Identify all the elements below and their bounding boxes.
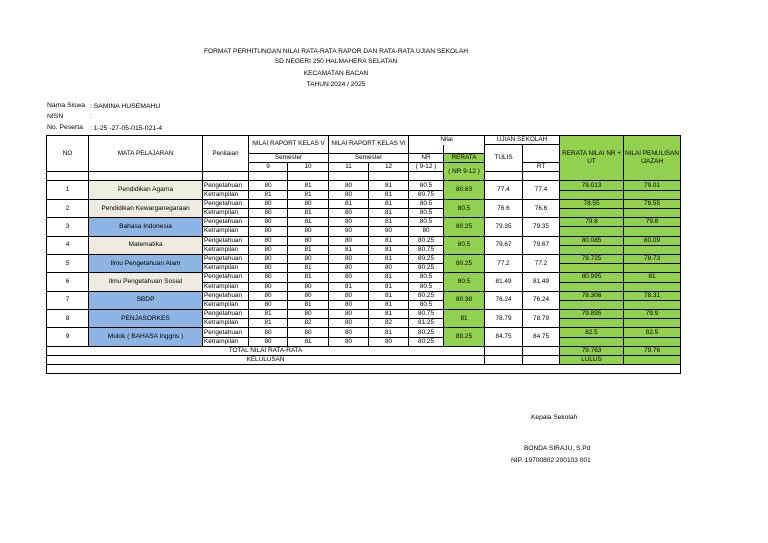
score-cell: 80 <box>369 337 409 346</box>
nrut-cell: 79.895 <box>560 310 624 319</box>
col-kelas5: NILAI RAPORT KELAS V <box>249 136 329 154</box>
nrut-empty <box>560 300 624 309</box>
kepala-sekolah-label: Kepala Sekolah <box>531 414 578 421</box>
penilaian-type: Pengetahuan <box>203 199 249 208</box>
penilaian-type: Pengetahuan <box>203 310 249 319</box>
score-cell: 81 <box>369 254 409 263</box>
kelulusan-empty <box>624 356 681 365</box>
subject-name: PENJASORKES <box>89 310 203 328</box>
score-cell: 80.5 <box>409 209 444 218</box>
penilaian-type: Ketrampilan <box>203 264 249 273</box>
penilaian-type: Pengetahuan <box>203 328 249 337</box>
rt-cell: 78.79 <box>523 310 560 328</box>
penilaian-type: Ketrampilan <box>203 245 249 254</box>
rt-cell: 76.6 <box>523 199 560 217</box>
subject-no: 6 <box>47 273 89 291</box>
score-cell: 81 <box>369 273 409 282</box>
rerata-cell: 80.5 <box>444 199 485 217</box>
score-cell: 81 <box>288 209 329 218</box>
ijazah-empty <box>624 300 681 309</box>
ijazah-cell: 81 <box>624 273 681 282</box>
col-tulis: TULIS <box>485 145 523 172</box>
score-cell: 80 <box>288 199 329 208</box>
nrut-cell: 80.085 <box>560 236 624 245</box>
school-name: SD NEGERI 250 HALMAHERA SELATAN <box>274 58 398 65</box>
score-cell: 80 <box>249 328 288 337</box>
subject-no: 7 <box>47 291 89 309</box>
tulis-cell: 76.6 <box>485 199 523 217</box>
nama-value: : SAMINA HUSEMAHU <box>90 103 161 110</box>
rerata-cell: 80.25 <box>444 218 485 236</box>
rerata-cell: 80.25 <box>444 254 485 272</box>
nrut-cell: 82.5 <box>560 328 624 337</box>
score-cell: 81 <box>369 181 409 190</box>
penilaian-type: Ketrampilan <box>203 190 249 199</box>
col-no: NO <box>47 136 89 172</box>
score-cell: 80.5 <box>409 218 444 227</box>
penilaian-type: Ketrampilan <box>203 300 249 309</box>
score-cell: 81 <box>249 190 288 199</box>
score-cell: 80.5 <box>409 181 444 190</box>
kelulusan-label: KELULUSAN <box>47 356 485 365</box>
penilaian-type: Pengetahuan <box>203 218 249 227</box>
score-cell: 80 <box>329 291 369 300</box>
total-nrut: 79.763 <box>560 346 624 355</box>
score-cell: 80 <box>249 181 288 190</box>
ijazah-empty <box>624 264 681 273</box>
tulis-cell: 79.35 <box>485 218 523 236</box>
kelulusan-row <box>47 356 681 365</box>
ijazah-empty <box>624 282 681 291</box>
nrut-empty <box>560 282 624 291</box>
principal-nip: NIP. 19700802 200103 001 <box>511 457 591 464</box>
score-cell: 81 <box>329 199 369 208</box>
penilaian-type: Ketrampilan <box>203 337 249 346</box>
score-cell: 80 <box>329 236 369 245</box>
nrut-cell: 79.013 <box>560 181 624 190</box>
subject-no: 8 <box>47 310 89 328</box>
score-cell: 80 <box>288 254 329 263</box>
penilaian-type: Pengetahuan <box>203 254 249 263</box>
col-mapel: MATA PELAJARAN <box>89 136 203 172</box>
score-cell: 80 <box>329 227 369 236</box>
score-cell: 80 <box>249 218 288 227</box>
total-empty <box>485 346 523 355</box>
penilaian-type: Pengetahuan <box>203 291 249 300</box>
ijazah-empty <box>624 209 681 218</box>
score-cell: 80 <box>329 273 369 282</box>
subject-name: Pendidikan Agama <box>89 181 203 199</box>
table-row <box>47 236 681 245</box>
score-cell: 80 <box>329 181 369 190</box>
score-cell: 80.25 <box>409 236 444 245</box>
kelulusan-empty <box>485 356 523 365</box>
ijazah-cell: 78.73 <box>624 254 681 263</box>
col-kelas6: NILAI RAPORT KELAS VI <box>329 136 409 154</box>
table-row <box>47 254 681 263</box>
score-cell: 80 <box>329 319 369 328</box>
score-cell: 80 <box>249 199 288 208</box>
tulis-cell: 79.67 <box>485 236 523 254</box>
blank-row <box>47 365 681 374</box>
score-cell: 81 <box>369 328 409 337</box>
col-rt: RT <box>523 163 560 172</box>
rt-cell: 77.4 <box>523 181 560 199</box>
subject-no: 4 <box>47 236 89 254</box>
peserta-label: No. Peserta <box>47 124 83 131</box>
nrut-cell: 78.55 <box>560 199 624 208</box>
score-cell: 81 <box>249 310 288 319</box>
subject-name: Pendidikan Kewarganegaraan <box>89 199 203 217</box>
doc-title: FORMAT PERHITUNGAN NILAI RATA-RATA RAPOR DAN RATA-RATA UJIAN SEKOLAH <box>203 48 469 55</box>
tulis-cell: 76.24 <box>485 291 523 309</box>
principal-name: BONDA SIRAJU, S.Pd <box>524 445 591 452</box>
score-cell: 80.5 <box>409 300 444 309</box>
nrut-empty <box>560 337 624 346</box>
score-cell: 80 <box>329 218 369 227</box>
score-cell: 81 <box>288 181 329 190</box>
nrut-empty <box>560 319 624 328</box>
score-cell: 80.5 <box>409 282 444 291</box>
subject-name: Matematika <box>89 236 203 254</box>
ijazah-empty <box>624 190 681 199</box>
score-cell: 80.25 <box>409 328 444 337</box>
penilaian-type: Ketrampilan <box>203 319 249 328</box>
table-row <box>47 273 681 282</box>
ijazah-empty <box>624 337 681 346</box>
col-penilaian: Penilaian <box>203 136 249 172</box>
score-cell: 81 <box>288 264 329 273</box>
semester-vi: Semester <box>329 153 409 162</box>
score-cell: 80 <box>249 337 288 346</box>
col-nilai-ijazah: NILAI PENULISAN IJAZAH <box>624 136 681 181</box>
score-cell: 81 <box>288 218 329 227</box>
col-rerata-nilai: RERATA NILAI NR + UT <box>560 136 624 181</box>
rt-cell: 81.49 <box>523 273 560 291</box>
score-cell: 80 <box>329 264 369 273</box>
table-row <box>47 218 681 227</box>
subject-name: Bahasa Indonesia <box>89 218 203 236</box>
subject-name: Ilmu Pengetahuan Sosial <box>89 273 203 291</box>
score-cell: 81 <box>369 282 409 291</box>
score-cell: 80 <box>249 254 288 263</box>
table-row <box>47 181 681 190</box>
nrut-cell: 79.8 <box>560 218 624 227</box>
score-cell: 80 <box>249 245 288 254</box>
score-cell: 80 <box>329 337 369 346</box>
score-cell: 81 <box>369 209 409 218</box>
score-cell: 80 <box>329 209 369 218</box>
nrut-cell: 80.995 <box>560 273 624 282</box>
score-cell: 80 <box>369 227 409 236</box>
penilaian-type: Pengetahuan <box>203 236 249 245</box>
score-cell: 80 <box>249 291 288 300</box>
subject-no: 2 <box>47 199 89 217</box>
subject-no: 5 <box>47 254 89 272</box>
score-cell: 80 <box>249 209 288 218</box>
score-cell: 80.25 <box>409 254 444 263</box>
rerata-cell: 80.5 <box>444 273 485 291</box>
kelulusan-empty <box>523 356 560 365</box>
total-ijazah: 79.76 <box>624 346 681 355</box>
rerata-cell: 80.63 <box>444 181 485 199</box>
tulis-cell: 77.2 <box>485 254 523 272</box>
score-cell: 80 <box>329 254 369 263</box>
sem-10: 10 <box>288 163 329 172</box>
score-cell: 80 <box>249 227 288 236</box>
rt-cell: 77.2 <box>523 254 560 272</box>
ijazah-cell: 79.9 <box>624 310 681 319</box>
penilaian-type: Ketrampilan <box>203 282 249 291</box>
score-cell: 80 <box>369 264 409 273</box>
score-cell: 81 <box>288 300 329 309</box>
score-cell: 80.25 <box>409 291 444 300</box>
tulis-cell: 81.49 <box>485 273 523 291</box>
subject-no: 9 <box>47 328 89 346</box>
score-cell: 81 <box>288 245 329 254</box>
tulis-cell: 78.79 <box>485 310 523 328</box>
score-cell: 80 <box>288 227 329 236</box>
score-cell: 81 <box>288 273 329 282</box>
table-row <box>47 291 681 300</box>
sem-12: 12 <box>369 163 409 172</box>
nrut-empty <box>560 245 624 254</box>
score-cell: 81 <box>369 310 409 319</box>
score-cell: 80 <box>329 190 369 199</box>
ijazah-cell: 82.5 <box>624 328 681 337</box>
score-cell: 81 <box>288 190 329 199</box>
total-row <box>47 346 681 355</box>
tulis-cell: 77.4 <box>485 181 523 199</box>
score-cell: 80.75 <box>409 245 444 254</box>
total-empty <box>523 346 560 355</box>
ijazah-empty <box>624 227 681 236</box>
nisn-value: : <box>90 113 92 120</box>
score-cell: 80 <box>249 264 288 273</box>
subject-name: Ilmu Pengetahuan Alam <box>89 254 203 272</box>
score-cell: 80 <box>329 328 369 337</box>
col-nilai: Nilai <box>409 136 485 145</box>
score-cell: 80.25 <box>409 337 444 346</box>
score-cell: 80 <box>329 300 369 309</box>
subject-name: SBDP <box>89 291 203 309</box>
penilaian-type: Pengetahuan <box>203 273 249 282</box>
penilaian-type: Ketrampilan <box>203 227 249 236</box>
score-cell: 82 <box>288 319 329 328</box>
score-cell: 80 <box>288 291 329 300</box>
kelulusan-value: LULUS <box>560 356 624 365</box>
score-cell: 81 <box>369 218 409 227</box>
grade-table <box>46 135 681 374</box>
col-ujian: UJIAN SEKOLAH <box>485 136 560 145</box>
score-cell: 81 <box>369 291 409 300</box>
table-row <box>47 310 681 319</box>
score-cell: 81 <box>369 300 409 309</box>
ijazah-cell: 78.31 <box>624 291 681 300</box>
score-cell: 81 <box>329 282 369 291</box>
school-year: TAHUN 2024 / 2025 <box>306 81 366 88</box>
score-cell: 80 <box>249 273 288 282</box>
score-cell: 80 <box>288 236 329 245</box>
nisn-label: NISN <box>47 113 64 120</box>
rerata-cell: 81 <box>444 310 485 328</box>
subject-name: Mulok ( BAHASA Inggris ) <box>89 328 203 346</box>
subject-no: 3 <box>47 218 89 236</box>
ijazah-cell: 78.55 <box>624 199 681 208</box>
nrut-empty <box>560 209 624 218</box>
penilaian-type: Ketrampilan <box>203 209 249 218</box>
semester-v: Semester <box>249 153 329 162</box>
score-cell: 81 <box>369 236 409 245</box>
score-cell: 81.25 <box>409 319 444 328</box>
score-cell: 80 <box>329 310 369 319</box>
district-name: KECAMATAN BACAN <box>303 70 369 77</box>
col-rerata: RERATA <box>444 153 485 162</box>
tulis-cell: 84.75 <box>485 328 523 346</box>
table-row <box>47 199 681 208</box>
score-cell: 80.5 <box>409 199 444 208</box>
score-cell: 80 <box>288 282 329 291</box>
ijazah-empty <box>624 245 681 254</box>
total-label: TOTAL NILAI RATA-RATA <box>47 346 485 355</box>
score-cell: 80.75 <box>409 190 444 199</box>
col-nr-range: ( 9-12 ) <box>409 163 444 172</box>
rerata-cell: 80.38 <box>444 291 485 309</box>
penilaian-type: Pengetahuan <box>203 181 249 190</box>
sem-9: 9 <box>249 163 288 172</box>
score-cell: 81 <box>249 319 288 328</box>
rerata-cell: 80.5 <box>444 236 485 254</box>
score-cell: 80.75 <box>409 310 444 319</box>
sem-11: 11 <box>329 163 369 172</box>
score-cell: 80 <box>249 300 288 309</box>
col-nr: NR <box>409 153 444 162</box>
peserta-value: : 1-25 -27-05-015-021-4 <box>90 125 163 132</box>
ijazah-cell: 79.8 <box>624 218 681 227</box>
score-cell: 80 <box>288 328 329 337</box>
rerata-cell: 80.25 <box>444 328 485 346</box>
score-cell: 80 <box>409 227 444 236</box>
ijazah-cell: 79.01 <box>624 181 681 190</box>
score-cell: 80 <box>249 236 288 245</box>
score-cell: 80 <box>288 310 329 319</box>
nrut-empty <box>560 227 624 236</box>
score-cell: 80.25 <box>409 264 444 273</box>
score-cell: 82 <box>369 319 409 328</box>
rt-cell: 76.24 <box>523 291 560 309</box>
rt-cell: 79.67 <box>523 236 560 254</box>
col-rerata-range: ( NR 9-12 ) <box>444 163 485 181</box>
table-row <box>47 328 681 337</box>
score-cell: 81 <box>369 245 409 254</box>
score-cell: 80.5 <box>409 273 444 282</box>
rt-cell: 84.75 <box>523 328 560 346</box>
nrut-empty <box>560 190 624 199</box>
score-cell: 81 <box>369 199 409 208</box>
ijazah-empty <box>624 319 681 328</box>
score-cell: 81 <box>288 337 329 346</box>
ijazah-cell: 80.09 <box>624 236 681 245</box>
score-cell: 81 <box>329 245 369 254</box>
score-cell: 80 <box>249 282 288 291</box>
nrut-empty <box>560 264 624 273</box>
score-cell: 81 <box>369 190 409 199</box>
rt-cell: 79.35 <box>523 218 560 236</box>
nrut-cell: 78.725 <box>560 254 624 263</box>
nama-label: Nama Siswa <box>47 102 86 109</box>
subject-no: 1 <box>47 181 89 199</box>
nrut-cell: 78.308 <box>560 291 624 300</box>
